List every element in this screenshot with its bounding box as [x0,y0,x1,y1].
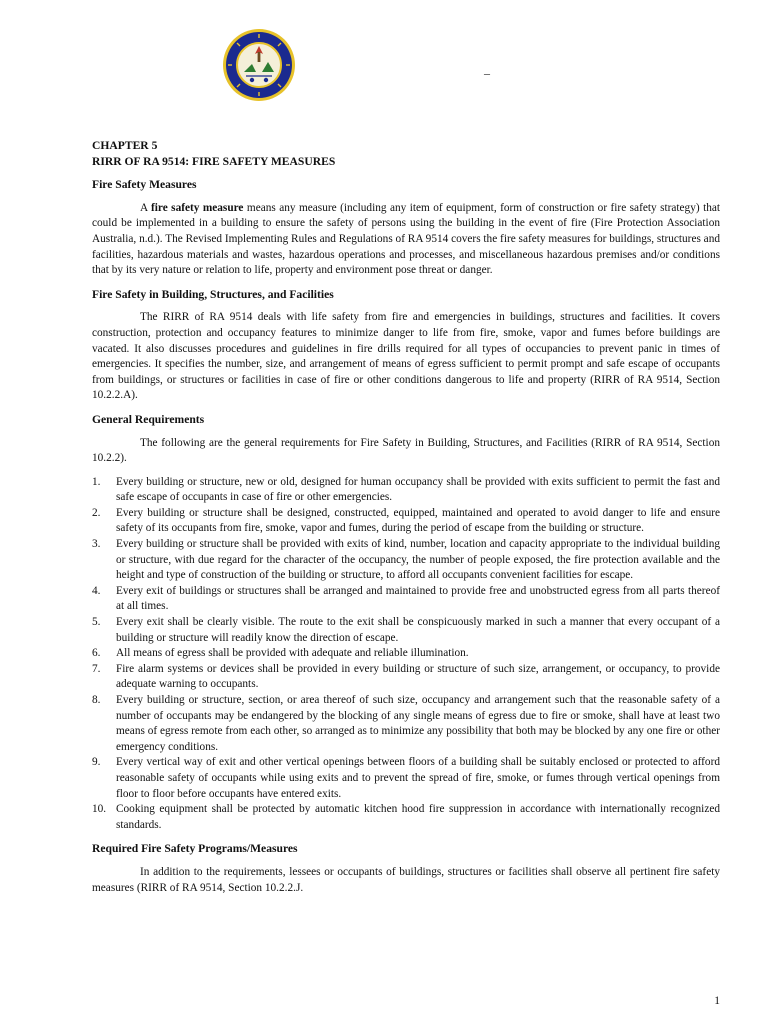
page-number: 1 [714,995,720,1007]
list-item: 8. Every building or structure, section, or area thereof of such size, occupancy and arrangement such that the reasonable safety of a number of occupants may be endangered by the blocking of any single means of egress due to fire or smoke, shall have at least two means of egress remote from each other, so arranged as to minimize any possibility that both may be blocked by any one fire or other emergency conditions. [92,694,720,753]
list-item: 4. Every exit of buildings or structures shall be arranged and maintained to provide free and unobstructed egress from all parts thereof at all times. [92,584,720,613]
requirements-list [92,475,720,834]
list-item: 7. Fire alarm systems or devices shall be provided in every building or structure of such size, arrangement, or occupancy, to provide adequate warning to occupants. [92,662,720,691]
university-seal-logo [222,28,296,102]
defined-term: fire safety measure [151,201,244,214]
paragraph-fire-safety-in-buildings: The RIRR of RA 9514 deals with life safety from fire and emergencies in buildings, structures and facilities. It covers construction, protection and occupancy features to minimize danger to life from fire, smoke, vapor and fumes before buildings are vacated. It also discusses procedures and guidelines in fire drills required for all types of occupancies to prevent panic in times of emergencies. It specifies the number, size, and arrangement of means of egress sufficient to permit prompt and safe escape of occupants from buildings, or structures or facilities in case of fire or other conditions dangerous to life and property (RIRR of RA 9514, Section 10.2.2.A). [92,311,720,402]
chapter-title: RIRR OF RA 9514: FIRE SAFETY MEASURES [92,154,336,168]
list-item: 2. Every building or structure shall be designed, constructed, equipped, maintained and operated to avoid danger to life and ensure safety of its occupants from fire, smoke, vapor and fumes, during the period of escape from the building or structure. [92,506,720,535]
section-heading-required-programs: Required Fire Safety Programs/Measures [92,842,298,856]
list-item: 9. Every vertical way of exit and other vertical openings between floors of a building shall be suitably enclosed or protected to afford reasonable safety of occupants while using exits and to prevent the spread of fire, smoke, or fumes through vertical openings from floor to floor before occupants have entered exits. [92,756,720,800]
paragraph-general-requirements: The following are the general requirements for Fire Safety in Building, Structures, and Facilities (RIRR of RA 9514, Section 10.2.2). [92,436,720,465]
section-heading-fire-safety-measures: Fire Safety Measures [92,178,197,192]
section-heading-general-requirements: General Requirements [92,412,205,426]
document-body [92,138,720,896]
paragraph-fire-safety-measures: A fire safety measure means any measure (including any item of equipment, form of construction or fire safety strategy) that could be implemented in a building to ensure the safety of persons using the building in the event of fire (Fire Protection Association Australia, n.d.). The Revised Implementing Rules and Regulations of RA 9514 covers the fire safety measures for buildings, structures and facilities, hazardous materials and wastes, hazardous operations and processes, and miscellaneous hazardous premises and/or conditions that by its very nature or relation to life, property and environment pose threat or danger. [92,201,721,277]
chapter-number: CHAPTER 5 [92,139,158,152]
list-item: 5. Every exit shall be clearly visible. The route to the exit shall be conspicuously marked in such a manner that every occupant of a building or structure will readily know the direction of escape. [92,616,720,644]
list-item: 10. Cooking equipment shall be protected by automatic kitchen hood fire suppression in accordance with internationally recognized standards. [92,803,720,831]
section-heading-fire-safety-in-buildings: Fire Safety in Building, Structures, and Facilities [92,287,334,301]
list-item: 6. All means of egress shall be provided with adequate and reliable illumination. [92,647,469,660]
paragraph-required-programs: In addition to the requirements, lessees or occupants of buildings, structures or facilities shall observe all pertinent fire safety measures (RIRR of RA 9514, Section 10.2.2.J. [92,865,720,894]
list-item: 3. Every building or structure shall be provided with exits of kind, number, location and capacity appropriate to the individual building or structure, with due regard for the character of the occupancy, the number of people exposed, the fire protection available and the height and type of construction of the building or structure, to afford all occupants convenient facilities for escape. [92,538,720,582]
list-item: 1. Every building or structure, new or old, designed for human occupancy shall be provided with exits sufficient to permit the fast and safe escape of occupants in case of fire or other emergencies. [92,475,720,504]
header-dash: – [484,66,490,80]
